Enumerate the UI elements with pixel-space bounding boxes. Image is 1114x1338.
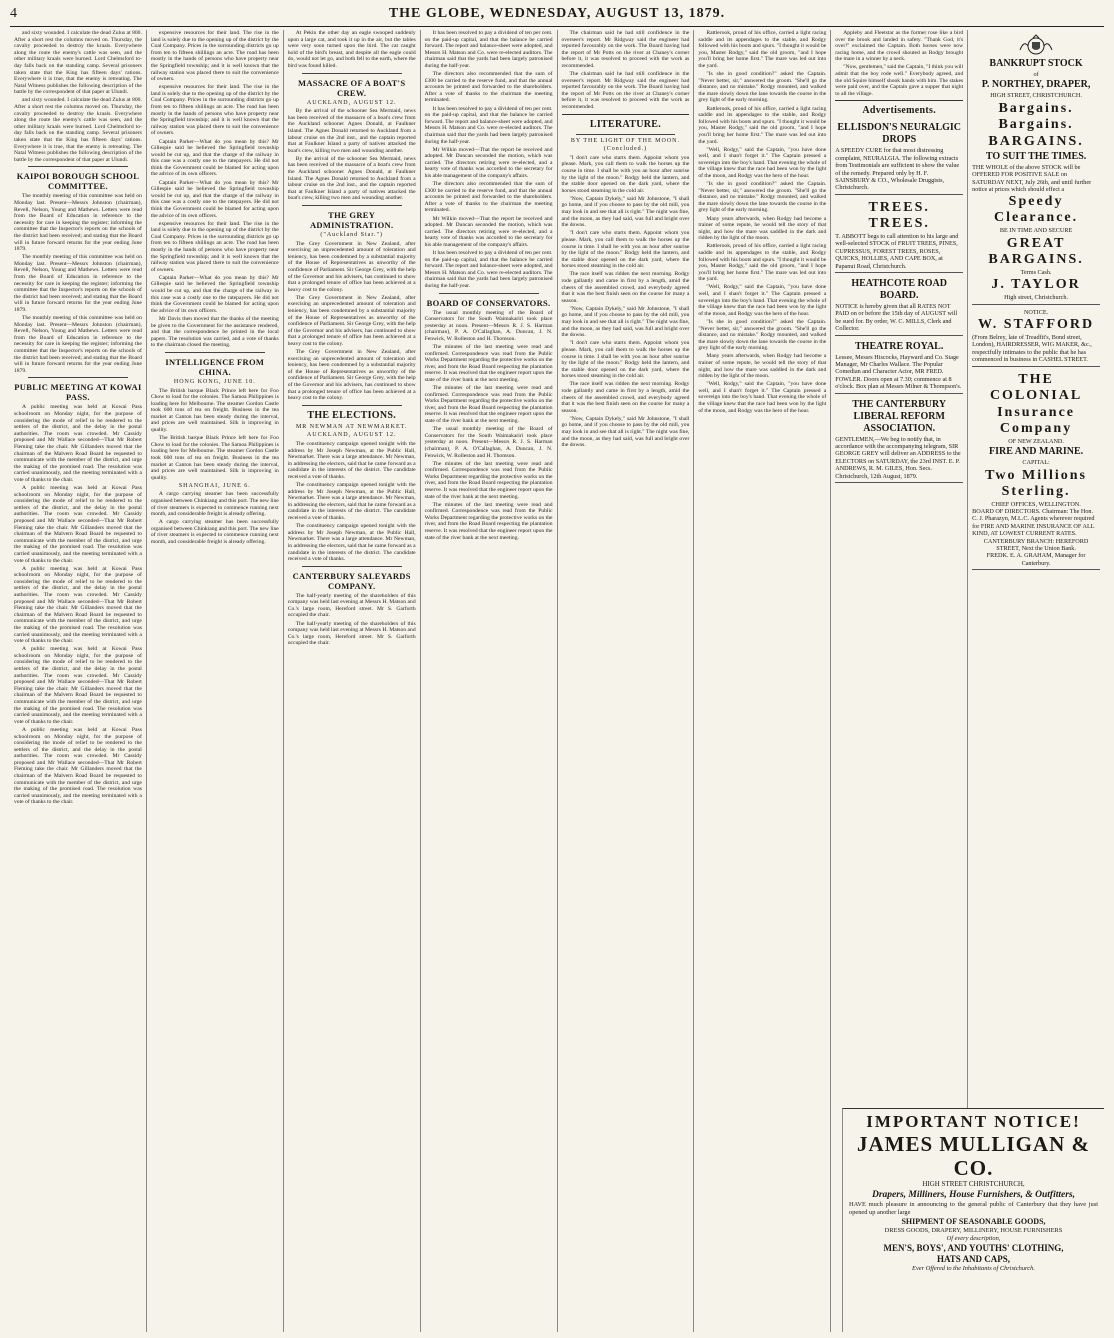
article-text: The minutes of the last meeting were read and confirmed. Correspondence was read from the Public Works Department regarding the protective works on the river, and from the Road Board respecting the plantation reserve. It was resolved that the engineer report upon the state of the river bank at the next meeting. — [424, 501, 553, 541]
article-text: The Grey Government in New Zealand, after exercising an unprecedented amount of toleration and leniency, has been condemned by a substantial majority of the House of Representatives as unworthy of the confidence of Parliament. Sir George Grey, with the help of the Governor and his advisers, has continued to show that a prolonged tenure of office has been achieved at a heavy cost to the colony. — [287, 240, 416, 293]
advert-road-board — [835, 275, 963, 336]
advert-title: Two Millions Sterling. — [985, 467, 1088, 499]
column-2 — [147, 30, 284, 1332]
royal-arms-icon — [1014, 34, 1058, 56]
advert-title: JAMES MULLIGAN & CO. — [856, 1132, 1090, 1180]
headline-massacre: MASSACRE OF A BOAT'S CREW. — [298, 77, 406, 98]
article-text: The constituency campaign opened tonight with the address by Mr Joseph Newman, at the Public Hall, Newmarket. There was a large attendance. Mr Newman, in addressing the electors, said that he came forward as a candidate in the interests of the district. The candidate received a vote of thanks. — [287, 523, 416, 563]
advert-text: Lessee, Messrs Hiscocks, Hayward and Co. Stage Manager, Mr Charles Wallace. The Popular Comedian and Character Actor, MR FRED. FOWLER. Doors open at 7.30; commence at 8 o'clock. Box plan at Messrs Milner & Thompson's. — [835, 353, 962, 391]
article-text: The half-yearly meeting of the shareholders of this company was held last evening at Messrs H. Matson and Co.'s large room, Hereford street. Mr S. Garforth occupied the chair. — [287, 620, 416, 647]
article-text: The British barque Black Prince left here for Foo Chow to load for the colonies. The Samoa Philippines is loading here for Melbourne. The steamer Gordon Castle took 600 tons of tea on freight. Business in the tea market at Canton has been steady during the interval, and prices are well maintained. Silk is improving in quality. — [150, 435, 279, 481]
advert-text: DRESS GOODS, DRAPERY, MILLINERY, HOUSE FURNISHERS — [884, 1227, 1063, 1234]
advert-text: of — [1033, 71, 1039, 78]
article-text: A cargo carrying steamer has been successfully organised between Chinkiang and this port. The new line of river steamers is expected to commence running next month, and considerable freight is already offering. — [150, 491, 279, 518]
article-text: The directors also recommended that the sum of £300 be carried to the reserve fund, and that the annual accounts be printed and forwarded to the shareholders. After a vote of thanks to the chairman the meeting terminated. — [424, 181, 553, 214]
advert-text: Of every description, — [946, 1235, 1001, 1242]
story-text: "I don't care who starts them. Appoint whom you please. Mark, you call them to walk the horses up the course in time. I shall be with you an hour after sunrise by the light of the moon." Rodgy held the lantern, and the stable door opened on the dark yard, where the horses stood steaming in the cold air. — [561, 340, 690, 380]
advert-title: HEATHCOTE ROAD BOARD. — [851, 277, 948, 301]
story-text: The race itself was ridden the next morning. Rodgy rode gallantly and came in first by a length, amid the cheers of the assembled crowd, and everybody agreed that it was the best finish seen on the course for many a season. — [561, 271, 690, 304]
story-title: BY THE LIGHT OF THE MOON. — [570, 137, 680, 144]
advert-theatre — [835, 338, 963, 394]
advert-text: THE WHOLE of the above STOCK will be OFFERED FOR POSITIVE SALE on SATURDAY NEXT, July 26th, and until further notice at prices which should effect a — [972, 163, 1092, 194]
advert-text: CHIEF OFFICES, WELLINGTON. — [991, 500, 1081, 508]
article-text: Captain Parker—What do you mean by this? Mr Gillespie said he believed the Springfield township would be cut up, and that the charge of the railway in this case was a costly one to the ratepayers. He did not think the Government could be blamed for acting upon the advice of its own officers. — [150, 179, 279, 219]
advert-neuralgic-drops — [835, 119, 963, 194]
story-text: "Now, gentlemen," said the Captain, "I think you will admit that the boy rode well." Everybody agreed, and the old Squire himself shook hands with him. The stakes were paid over, and the Captain gave a supper that night to all the village. — [835, 64, 964, 97]
article-text: It has been resolved to pay a dividend of ten per cent. on the paid-up capital, and that the balance be carried forward. The report and balance-sheet were adopted, and Messrs H. Matson and Co. were re-elected auditors. The chairman said that the yards had been largely patronised during the half-year. — [424, 105, 553, 145]
advert-title: THEATRE ROYAL. — [855, 340, 944, 352]
advert-title: TREES. TREES. — [868, 199, 930, 231]
advert-text: OF NEW ZEALAND. — [1008, 437, 1064, 445]
article-text: A public meeting was held at Kowai Pass schoolroom on Monday night, for the purpose of considering the mode of relief to be rendered to the settlers of the district, and the delay in the postal authorities. The room was crowded. Mr Cassidy proposed and Mr Wallace seconded—That Mr Robert Fleming take the chair. Mr Gillanders moved that the chairman of the Malvern Road Board be requested to communicate with the member of the district, and urge the making of the promised road. The resolution was carried unanimously, and the meeting terminated with a vote of thanks to the chair. — [14, 726, 142, 806]
story-text: Many years afterwards, when Rodgy had become a trainer of some repute, he would tell the story of that night, and how the mare was saddled in the dark and ridden by the light of the moon. — [698, 215, 827, 242]
article-text: A public meeting was held at Kowai Pass schoolroom on Monday night, for the purpose of considering the mode of relief to be rendered to the settlers of the district, and the delay in the postal authorities. The room was crowded. Mr Cassidy proposed and Mr Wallace seconded—That Mr Robert Fleming take the chair. Mr Gillanders moved that the chairman of the Malvern Road Board be requested to communicate with the member of the district, and urge the making of the promised road. The resolution was carried unanimously, and the meeting terminated with a vote of thanks to the chair. — [14, 565, 142, 645]
article-text: The Grey Government in New Zealand, after exercising an unprecedented amount of toleration and leniency, has been condemned by a substantial majority of the House of Representatives as unworthy of the confidence of Parliament. Sir George Grey, with the help of the Governor and his advisers, has continued to show that a prolonged tenure of office has been achieved at a heavy cost to the colony. — [287, 294, 416, 347]
dateline: SHANGHAI, JUNE 6. — [178, 482, 251, 489]
article-text: It has been resolved to pay a dividend of ten per cent. on the paid-up capital, and that the balance be carried forward. The report and balance-sheet were adopted, and Messrs H. Matson and Co. were re-elected auditors. The chairman said that the yards had been largely patronised during the half-year. — [424, 30, 553, 69]
advert-title: J. TAYLOR — [991, 277, 1081, 293]
divider — [439, 293, 539, 294]
article-text: The monthly meeting of this committee was held on Monday last. Present—Messrs Johnston (chairman), Revell, Nelson, Young and Mathews. Letters were read from the Board of Education in reference to the necessity for care in keeping the register; informing the committee that the Inspector's reports on the schools of the district had been received; and stating that the Board will in future forward returns for the year ending June 1879. — [14, 193, 142, 253]
article-text: Mr Wilkin moved—That the report be received and adopted. Mr Duncan seconded the motion, which was carried. The directors retiring were re-elected, and a hearty vote of thanks was accorded to the secretary for his able management of the company's affairs. — [424, 215, 553, 248]
advert-title: MEN'S, BOYS', AND YOUTHS' CLOTHING, — [883, 1243, 1064, 1253]
advert-james-mulligan — [842, 1108, 1104, 1332]
article-text: expensive resources for their land. The rise in the land is solely due to the opening up of the district by the Coal Company. Prices in the surrounding districts go up from ten to fifteen shillings an acre. The road has been mostly in the hands of persons who have property near the Springfield township; and it is well known that the railway station was placed there to suit the convenience of owners. — [150, 220, 279, 273]
headline-kaipoi-school: KAIPOI BOROUGH SCHOOL COMMITTEE. — [16, 171, 140, 192]
advert-text: HAVE much pleasure in announcing to the general public of Canterbury that they have just opened up another large — [849, 1201, 1098, 1216]
story-text: "Is she in good condition?" asked the Captain. "Never better, sir," answered the groom. "She'll go the distance, and no mistake." Rodgy mounted, and walked the mare slowly down the lane towards the course in the grey light of the early morning. — [698, 318, 827, 352]
article-text: and sixty wounded. I calculate the dead Zulus at 800. After a short rest the columns moved on. Thursday, the cavalry proceeded to destroy the kraals. Everywhere along the route the enemy's cattle was seen, and the other military kraals were burned. Lord Chelmsford to-day falls back on the standing camp. Several prisoners taken state that the King has fifteen days' rations. Everywhere it is true, that the enemy is retreating. The Natal Witness publishes the following description of the battle by the correspondent of that paper at Ulundi. — [14, 30, 142, 96]
story-text: "Well, Rodgy," said the Captain, "you have done well, and I shan't forget it." The Captain pressed a sovereign into the boy's hand. That evening the whole of the village knew that the race had been won by the light of the moon, and Rodgy was the hero of the hour. — [698, 146, 827, 179]
divider — [28, 377, 128, 378]
story-text: Rattlerook, proud of his office, carried a light racing saddle and its appendages to the stable, and Rodgy followed with his boots and spurs. "I thought it would be you, Master Rodgy," said the old groom, "and I hope you'll bring her home first." The mare was led out into the yard. — [698, 105, 827, 145]
article-text: The constituency campaign opened tonight with the address by Mr Joseph Newman, at the Public Hall, Newmarket. There was a large attendance. Mr Newman, in addressing the electors, said that he came forward as a candidate in the interests of the district. The candidate received a vote of thanks. — [287, 441, 416, 480]
dateline: AUCKLAND, AUGUST 12. — [306, 432, 397, 439]
headline-saleyards: CANTERBURY SALEYARDS COMPANY. — [292, 570, 411, 591]
story-text: "Now, Captain Dykely," said Mr Johnstone, "I shall go home, and if you choose to pass by the old mill, you may look in and see that all is right." The night was fine, and the moon, as they had said, was full and bright over the downs. — [561, 305, 690, 339]
advert-title: IMPORTANT NOTICE! — [866, 1112, 1081, 1131]
advert-title: TO SUIT THE TIMES. — [985, 150, 1087, 162]
advert-text: A SPEEDY CURE for that most distressing complaint, NEURALGIA. The following extracts from Testimonials are sufficient to show the value of the remedy. Prepared only by H. F. SAINSBURY & CO., Wholesale Druggists, Christchurch. — [835, 147, 960, 192]
advertisements-heading: Advertisements. — [862, 105, 937, 117]
divider — [165, 352, 265, 353]
story-text: Appleby and Fleetstar as the former rose like a bird over the brook and landed in safety. "Thank God, it's over!" exclaimed the Captain. Both horses were now racing home, and the crowd shouted as Rodgy brought the mare in a winner by a neck. — [835, 30, 964, 63]
headline-grey-administration: THE GREY ADMINISTRATION. — [309, 209, 394, 230]
article-text: A public meeting was held at Kowai Pass schoolroom on Monday night, for the purpose of considering the mode of relief to be rendered to the settlers of the district, and the delay in the postal authorities. The room was crowded. Mr Cassidy proposed and Mr Wallace seconded—That Mr Robert Fleming take the chair. Mr Gillanders moved that the chairman of the Malvern Road Board be requested to communicate with the member of the district, and urge the making of the promised road. The resolution was carried unanimously, and the meeting terminated with a vote of thanks to the chair. — [14, 646, 142, 725]
headline-literature: LITERATURE. — [589, 118, 662, 130]
article-text: The minutes of the last meeting were read and confirmed. Correspondence was read from the Public Works Department regarding the protective works on the river, and from the Road Board respecting the plantation reserve. It was resolved that the engineer report upon the state of the river bank at the next meeting. — [424, 385, 553, 425]
advert-title: Speedy Clearance. — [993, 194, 1079, 226]
advert-text: High street, Christchurch. — [1004, 294, 1069, 302]
masthead — [10, 6, 1104, 27]
advert-title: Bargains. Bargains. — [998, 100, 1074, 132]
advert-text: (From Belrey, late of Treadfit's, Bond street, London), HAIRDRESSER, WIG MAKER, &c., respectfully intimates to the public that he has commenced in business in CASHEL STREET. — [972, 334, 1092, 364]
advert-title: Insurance Company — [997, 404, 1076, 436]
story-text: Many years afterwards, when Rodgy had become a trainer of some repute, he would tell the story of that night, and how the mare was saddled in the dark and ridden by the light of the moon. — [698, 353, 827, 380]
column-5 — [558, 30, 695, 1332]
article-text: Mr Davis then moved that the thanks of the meeting be given to the Government for the assistance rendered, and that the correspondence be printed in the local papers. The resolution was carried, and a vote of thanks to the chairman closed the meeting. — [150, 315, 279, 349]
advert-bankrupt-stock — [972, 30, 1100, 305]
newspaper-title: THE GLOBE, WEDNESDAY, AUGUST 13, 1879. — [388, 6, 726, 21]
article-text: It has been resolved to pay a dividend of ten per cent. on the paid-up capital, and that the balance be carried forward. The report and balance-sheet were adopted, and Messrs H. Matson and Co. were re-elected auditors. The chairman said that the yards had been largely patronised during the half-year. — [424, 250, 553, 289]
advert-title: THE COLONIAL — [989, 371, 1083, 403]
article-text: The monthly meeting of this committee was held on Monday last. Present—Messrs Johnston (chairman), Revell, Nelson, Young and Mathews. Letters were read from the Board of Education in reference to the necessity for care in keeping the register; informing the committee that the Inspector's reports on the schools of the district had been received; and stating that the Board will in future forward returns for the year ending June 1879. — [14, 315, 142, 374]
article-text: Captain Parker—What do you mean by this? Mr Gillespie said he believed the Springfield township would be cut up, and that the charge of the railway in this case was a costly one to the ratepayers. He did not think the Government could be blamed for acting upon the advice of its own officers. — [150, 274, 279, 314]
article-text: The minutes of the last meeting were read and confirmed. Correspondence was read from the Public Works Department regarding the protective works on the river, and from the Road Board respecting the plantation reserve. It was resolved that the engineer report upon the state of the river bank at the next meeting. — [424, 460, 553, 500]
advert-text: BE IN TIME AND SECURE — [999, 227, 1073, 235]
headline-conservators: BOARD OF CONSERVATORS. — [426, 297, 551, 308]
advert-colonial-insurance — [972, 369, 1100, 570]
advert-text: BOARD OF DIRECTORS. Chairman: The Hon. C. J. Pharazyn, M.L.C. Agents wherever required for FIRE AND MARINE INSURANCE OF ALL KIND, AT LOWEST CURRENT RATES. — [972, 507, 1095, 538]
article-text: The British barque Black Prince left here for Foo Chow to load for the colonies. The Samoa Philippines is loading here for Melbourne. The steamer Gordon Castle took 600 tons of tea on freight. Business in the tea market at Canton has been steady during the interval, and prices are well maintained. Silk is improving in quality. — [150, 387, 279, 434]
advert-text: HIGH STREET CHRISTCHURCH, — [922, 1180, 1025, 1188]
advert-stafford — [972, 307, 1100, 367]
advert-reform-association — [835, 396, 963, 483]
divider — [576, 134, 676, 135]
advert-text: NOTICE. — [1023, 308, 1049, 316]
page-number: 4 — [10, 6, 18, 21]
advert-title: GREAT BARGAINS. — [988, 235, 1084, 267]
story-text: "Now, Captain Dykely," said Mr Johnstone, "I shall go home, and if you choose to pass by the old mill, you may look in and see that all is right." The night was fine, and the moon, as they had said, was full and bright over the downs. — [561, 195, 690, 229]
story-note: (Concluded.) — [603, 146, 648, 153]
story-text: Rattlerook, proud of his office, carried a light racing saddle and its appendages to the stable, and Rodgy followed with his boots and spurs. "I thought it would be you, Master Rodgy," said the old groom, "and I hope you'll bring her home first." The mare was led out into the yard. — [698, 30, 827, 69]
article-text: The constituency campaign opened tonight with the address by Mr Joseph Newman, at the Public Hall, Newmarket. There was a large attendance. Mr Newman, in addressing the electors, said that he came forward as a candidate in the interests of the district. The candidate received a vote of thanks. — [287, 482, 416, 522]
article-text: Mr Wilkin moved—That the report be received and adopted. Mr Duncan seconded the motion, which was carried. The directors retiring were re-elected, and a hearty vote of thanks was accorded to the secretary for his able management of the company's affairs. — [424, 146, 553, 179]
article-text: The half-yearly meeting of the shareholders of this company was held last evening at Messrs H. Matson and Co.'s large room, Hereford street. Mr S. Garforth occupied the chair. — [287, 592, 416, 619]
advert-text: Terms Cash. — [1020, 268, 1052, 276]
dateline: HONG KONG, JUNE 10. — [173, 378, 256, 385]
advert-title: P. NORTHEY, DRAPER, — [981, 79, 1091, 91]
story-text: "I don't care who starts them. Appoint whom you please. Mark, you call them to walk the horses up the course in time. I shall be with you an hour after sunrise by the light of the moon." Rodgy held the lantern, and the stable door opened on the dark yard, where the horses stood steaming in the cold air. — [561, 154, 690, 194]
divider — [835, 100, 963, 101]
advert-text: CAPITAL: — [1022, 459, 1050, 467]
article-text: At Pekin the other day an eagle swooped suddenly upon a large cat, and took it up in the air, but the tables were very soon turned upon the bird. The cat caught hold of the bird's breast, and despite all the eagle could do, would not let go, and both fell to the earth, where the bird was found killed. — [287, 30, 416, 69]
advert-title: BARGAINS. — [988, 133, 1084, 149]
advert-text: Ever Offered to the Inhabitants of Christchurch. — [912, 1265, 1035, 1272]
story-text: "Well, Rodgy," said the Captain, "you have done well, and I shan't forget it." The Captain pressed a sovereign into the boy's hand. That evening the whole of the village knew that the race had been won by the light of the moon, and Rodgy was the hero of the hour. — [698, 284, 827, 317]
dateline: AUCKLAND, AUGUST 12. — [306, 99, 397, 106]
advert-title: Drapers, Milliners, House Furnishers, & Outfitters, — [872, 1190, 1075, 1200]
article-text: The Grey Government in New Zealand, after exercising an unprecedented amount of toleration and leniency, has been condemned by a substantial majority of the House of Representatives as unworthy of the confidence of Parliament. Sir George Grey, with the help of the Governor and his advisers, has continued to show that a prolonged tenure of office has been achieved at a heavy cost to the colony. — [287, 349, 416, 402]
article-text: The directors also recommended that the sum of £300 be carried to the reserve fund, and that the annual accounts be printed and forwarded to the shareholders. After a vote of thanks to the chairman the meeting terminated. — [424, 71, 553, 104]
divider — [302, 566, 402, 567]
article-text: By the arrival of the schooner Sea Mermaid, news has been received of the massacre of a boat's crew from the Auckland schooner Agnes Donald, at Faulkner Island. The Agnes Donald returned to Auckland from a labour cruise on the 2nd inst., and the captain reported that at Faulkner Island a party of natives attacked the boat's crew, killing two men and wounding another. — [287, 108, 416, 154]
column-3 — [284, 30, 421, 1332]
advert-title: W. STAFFORD — [978, 317, 1095, 333]
story-text: "I don't care who starts them. Appoint whom you please. Mark, you call them to walk the horses up the course in time. I shall be with you an hour after sunrise by the light of the moon." Rodgy held the lantern, and the stable door opened on the dark yard, where the horses stood steaming in the cold air. — [561, 230, 690, 270]
story-text: "Is she in good condition?" asked the Captain. "Never better, sir," answered the groom. "She'll go the distance, and no mistake." Rodgy mounted, and walked the mare slowly down the lane towards the course in the grey light of the early morning. — [698, 181, 827, 214]
subheadline: MR NEWMAN AT NEWMARKET. — [295, 423, 408, 430]
advert-title: ELLISDON'S NEURALGIC DROPS — [837, 122, 962, 146]
story-text: "Is she in good condition?" asked the Captain. "Never better, sir," answered the groom. "She'll go the distance, and no mistake." Rodgy mounted, and walked the mare slowly down the lane towards the course in the grey light of the early morning. — [698, 71, 827, 104]
article-text: Captain Parker—What do you mean by this? Mr Gillespie said he believed the Springfield township would be cut up, and that the charge of the railway in this case was a costly one to the ratepayers. He did not think the Government could be blamed for acting upon the advice of its own officers. — [150, 138, 279, 178]
article-text: By the arrival of the schooner Sea Mermaid, news has been received of the massacre of a boat's crew from the Auckland schooner Agnes Donald, at Faulkner Island. The Agnes Donald returned to Auckland from a labour cruise on the 2nd inst., and the captain reported that at Faulkner Island a party of natives attacked the boat's crew, killing two men and wounding another. — [287, 155, 416, 202]
divider — [302, 205, 402, 206]
column-1 — [10, 30, 147, 1332]
divider — [28, 166, 128, 167]
article-text: The usual monthly meeting of the Board of Conservators for the South Waimakariri took place yesterday at noon. Present—Messrs R. J. S. Harman (chairman), P. A. O'Callaghan, A. Duncan, J. N. Fenwick, W. Rolleston and H. Thomson. — [424, 309, 553, 342]
article-text: A cargo carrying steamer has been successfully organised between Chinkiang and this port. The new line of river steamers is expected to commence running next month, and considerable freight is already offering. — [150, 519, 279, 546]
article-text: The chairman said he had still confidence in the overseer's report. Mr Ridgway said the engineer had reported favourably on the work. The Board having had the report of Mr Potts on the river at Chaney's corner before it, it was resolved to proceed with the work as recommended. — [561, 30, 690, 69]
advert-title: THE CANTERBURY LIBERAL REFORM ASSOCIATION. — [852, 398, 947, 434]
article-text: expensive resources for their land. The rise in the land is solely due to the opening up of the district by the Coal Company. Prices in the surrounding districts go up from ten to fifteen shillings an acre. The road has been mostly in the hands of persons who have property near the Springfield township; and it is well known that the railway station was placed there to suit the convenience of owners. — [150, 84, 279, 137]
divider — [562, 114, 690, 115]
story-text: "Now, Captain Dykely," said Mr Johnstone, "I shall go home, and if you choose to pass by the old mill, you may look in and see that all is right." The night was fine, and the moon, as they had said, was full and bright over the downs. — [561, 415, 690, 449]
headline-kowai-pass: PUBLIC MEETING AT KOWAI PASS. — [14, 382, 142, 403]
story-text: The race itself was ridden the next morning. Rodgy rode gallantly and came in first by a length, amid the cheers of the assembled crowd, and everybody agreed that it was the best finish seen on the course for many a season. — [561, 381, 690, 414]
advert-text: GENTLEMEN,—We beg to notify that, in accordance with the accompanying telegram, SIR GEORGE GREY will deliver an ADDRESS to the ELECTORS on SATURDAY, the 23rd INST. E. P. ANDREWS, R. M. GILES, Hon. Secs. Christchurch, 12th August, 1879. — [835, 435, 961, 480]
advert-title: SHIPMENT OF SEASONABLE GOODS, — [901, 1217, 1046, 1226]
article-text: The monthly meeting of this committee was held on Monday last. Present—Messrs Johnston (chairman), Revell, Nelson, Young and Mathews. Letters were read from the Board of Education in reference to the necessity for care in keeping the register; informing the committee that the Inspector's reports on the schools of the district had been received; and stating that the Board will in future forward returns for the year ending June 1879. — [14, 254, 142, 313]
article-text: The usual monthly meeting of the Board of Conservators for the South Waimakariri took place yesterday at noon. Present—Messrs R. J. S. Harman (chairman), P. A. O'Callaghan, A. Duncan, J. N. Fenwick, W. Rolleston and H. Thomson. — [424, 426, 553, 459]
article-text: expensive resources for their land. The rise in the land is solely due to the opening up of the district by the Coal Company. Prices in the surrounding districts go up from ten to fifteen shillings an acre. The road has been mostly in the hands of persons who have property near the Springfield township; and it is well known that the railway station was placed there to suit the convenience of owners. — [150, 30, 279, 83]
article-text: The chairman said he had still confidence in the overseer's report. Mr Ridgway said the engineer had reported favourably on the work. The Board having had the report of Mr Potts on the river at Chaney's corner before it, it was resolved to proceed with the work as recommended. — [561, 71, 690, 111]
source-line: ("Auckland Star.") — [320, 231, 383, 238]
headline-china: INTELLIGENCE FROM CHINA. — [165, 356, 265, 377]
advert-text: HIGH STREET, CHRISTCHURCH. — [990, 92, 1082, 100]
advert-text: CANTERBURY BRANCH: HEREFORD STREET, Next the Union Bank. — [983, 537, 1089, 552]
article-text: The minutes of the last meeting were read and confirmed. Correspondence was read from the Public Works Department regarding the protective works on the river, and from the Road Board respecting the plantation reserve. It was resolved that the engineer report upon the state of the river bank at the next meeting. — [424, 344, 553, 383]
article-text: A public meeting was held at Kowai Pass schoolroom on Monday night, for the purpose of considering the mode of relief to be rendered to the settlers of the district, and the delay in the postal authorities. The room was crowded. Mr Cassidy proposed and Mr Wallace seconded—That Mr Robert Fleming take the chair. Mr Gillanders moved that the chairman of the Malvern Road Board be requested to communicate with the member of the district, and urge the making of the promised road. The resolution was carried unanimously, and the meeting terminated with a vote of thanks to the chair. — [14, 404, 142, 483]
advert-title: HATS AND CAPS, — [936, 1254, 1011, 1264]
advert-title: FIRE AND MARINE. — [988, 446, 1084, 458]
column-6 — [694, 30, 831, 1332]
advert-title: BANKRUPT STOCK — [989, 58, 1083, 69]
advert-trees — [835, 197, 963, 273]
headline-elections: THE ELECTIONS. — [307, 409, 397, 421]
article-text: and sixty wounded. I calculate the dead Zulus at 800. After a short rest the columns moved on. Thursday, the cavalry proceeded to destroy the kraals. Everywhere along the route the enemy's cattle was seen, and the other military kraals were burned. Lord Chelmsford to-day falls back on the standing camp. Several prisoners taken state that the King has fifteen days' rations. Everywhere it is true, that the enemy is retreating. The Natal Witness publishes the following description of the battle by the correspondent of that paper at Ulundi. — [14, 97, 142, 163]
advert-text: FREDK. E. A. GRAHAM, Manager for Canterbury. — [986, 552, 1086, 567]
advert-text: NOTICE is hereby given that all RATES NOT PAID on or before the 15th day of AUGUST will be sued for. By order, W. C. MILLS, Clerk and Collector. — [835, 302, 958, 333]
divider — [302, 73, 402, 74]
advert-text: T. ABBOTT begs to call attention to his large and well-selected STOCK of FRUIT TREES, PINES, CUPRESSUS, FOREST TREES, ROSES, QUICKS, HOLLIES, AND CAPE BOX, at Papanui Road, Christchurch. — [835, 232, 959, 270]
article-text: A public meeting was held at Kowai Pass schoolroom on Monday night, for the purpose of considering the mode of relief to be rendered to the settlers of the district, and the delay in the postal authorities. The room was crowded. Mr Cassidy proposed and Mr Wallace seconded—That Mr Robert Fleming take the chair. Mr Gillanders moved that the chairman of the Malvern Road Board be requested to communicate with the member of the district, and urge the making of the promised road. The resolution was carried unanimously, and the meeting terminated with a vote of thanks to the chair. — [14, 485, 142, 564]
divider — [302, 405, 402, 406]
column-4 — [421, 30, 558, 1332]
story-text: "Well, Rodgy," said the Captain, "you have done well, and I shan't forget it." The Captain pressed a sovereign into the boy's hand. That evening the whole of the village knew that the race had been won by the light of the moon, and Rodgy was the hero of the hour. — [698, 381, 827, 414]
story-text: Rattlerook, proud of his office, carried a light racing saddle and its appendages to the stable, and Rodgy followed with his boots and spurs. "I thought it would be you, Master Rodgy," said the old groom, "and I hope you'll bring her home first." The mare was led out into the yard. — [698, 243, 827, 283]
